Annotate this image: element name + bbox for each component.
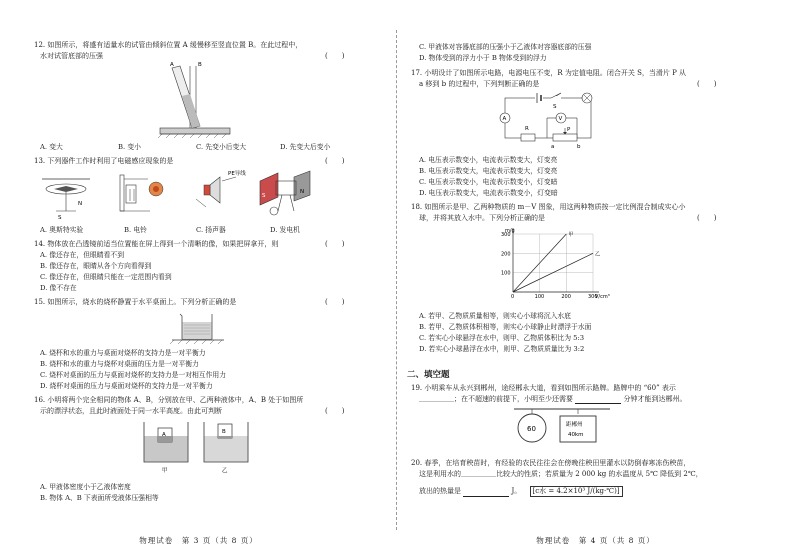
- q13-label-s1: S: [58, 215, 62, 221]
- q20-line1: 20. 春季，在培育秧苗时，有经验的农民往往会在傍晚往秧田里灌水以防倒春寒冻伤秧苗，: [411, 459, 691, 467]
- q18-option-c[interactable]: C. 若实心小球悬浮在水中，则甲、乙物质体积比为 5:3: [419, 334, 585, 342]
- q13-fig-generator: [260, 171, 310, 215]
- q17-option-b[interactable]: B. 电压表示数变大，电流表示数变大，灯变亮: [419, 167, 558, 175]
- q19-line2a: ＿＿＿＿＿；在不超速的前提下，小明至少还需要: [419, 395, 573, 403]
- chart-x-axis-label: V/cm³: [595, 294, 610, 300]
- q15-beaker-figure: [168, 310, 228, 346]
- q14-answer-paren: ( ): [325, 240, 345, 248]
- right-page-footer: 物理试卷 第 4 页（共 8 页）: [536, 535, 655, 545]
- q17-circuit-figure: [497, 90, 607, 152]
- chart-series-label: 甲: [568, 232, 574, 238]
- q15-option-c[interactable]: C. 烧杯对桌面的压力与桌面对烧杯的支持力是一对相互作用力: [40, 371, 226, 379]
- q19-line1: 19. 小明乘车从永兴到郴州，途经郴永大道，看到如图所示路牌。路牌中的 “60” 表示: [411, 384, 676, 392]
- q18-option-d[interactable]: D. 若实心小球悬浮在水中，则甲、乙物质质量比为 3:2: [419, 345, 585, 353]
- q17-line2: a 移到 b 的过程中，下列判断正确的是: [419, 80, 540, 88]
- q16-option-d[interactable]: D. 物体受到的浮力小于 B 物体受到的浮力: [419, 54, 547, 62]
- q13-figures: [38, 167, 338, 223]
- q15-option-d[interactable]: D. 烧杯对桌面的压力与桌面对烧杯的支持力是一对平衡力: [40, 382, 213, 390]
- q13-fig-oersted: [42, 179, 90, 221]
- chart-y-tick-label: 200: [501, 251, 511, 258]
- q13-label-s2: S: [262, 193, 266, 199]
- left-page-footer: 物理试卷 第 3 页（共 8 页）: [139, 535, 258, 545]
- q12-option-d[interactable]: D. 先变大后变小: [280, 143, 331, 151]
- q20-line3: [419, 486, 623, 497]
- q13-stem: 13. 下列器件工作时利用了电磁感应现象的是: [34, 157, 174, 165]
- q17-label-s: S: [553, 104, 557, 110]
- chart-series-label: 乙: [595, 251, 601, 258]
- q15-option-a[interactable]: A. 烧杯和水的重力与桌面对烧杯的支持力是一对平衡力: [40, 349, 206, 357]
- q16-label-jia: 甲: [162, 468, 168, 474]
- q18-line1: 18. 如图所示是甲、乙两种物质的 m－V 图象，用这两种物质按一定比例混合制成实心小: [411, 203, 686, 211]
- q17-option-d[interactable]: D. 电压表示数变大，电流表示数变小，灯变暗: [419, 189, 558, 197]
- q16-option-a[interactable]: A. 甲液体密度小于乙液体密度: [40, 483, 131, 491]
- q13-fig-bell: [120, 175, 163, 211]
- chart-y-axis-label: m/g: [505, 228, 515, 234]
- q17-line1: 17. 小明设计了如图所示电路，电源电压不变，R 为定值电阻。闭合开关 S，当滑片 P 从: [411, 69, 687, 77]
- q18-line2: 球，并将其放入水中。下列分析正确的是: [419, 214, 545, 222]
- q16-label-b: B: [222, 429, 226, 435]
- q17-label-b-end: b: [577, 144, 581, 150]
- chart-y-tick-label: 300: [501, 232, 511, 238]
- q18-mv-chart: [491, 226, 611, 306]
- chart-x-tick-label: 100: [534, 294, 545, 300]
- q13-option-b[interactable]: B. 电铃: [124, 226, 147, 234]
- q19-sign-distance: 40km: [568, 432, 584, 438]
- right-page: [397, 0, 794, 560]
- q20-line2: 这是利用水的＿＿＿＿＿比较大的性质；若质量为 2 000 kg 的水温度从 5℃ 降低到 2℃，: [419, 470, 703, 478]
- q17-answer-paren: ( ): [697, 80, 717, 88]
- q13-answer-paren: ( ): [325, 157, 345, 165]
- chart-grid: [513, 234, 593, 292]
- chart-axes: [513, 228, 599, 292]
- q18-answer-paren: ( ): [697, 214, 717, 222]
- q17-label-voltmeter: V: [558, 116, 563, 122]
- q19-blank-minutes[interactable]: [575, 396, 621, 404]
- q13-label-n2: N: [300, 189, 305, 195]
- q19-line2: [419, 395, 686, 404]
- q14-option-c[interactable]: C. 像还存在，但眼睛只能在一定范围内看到: [40, 273, 172, 281]
- q16-line1: 16. 小明将两个完全相同的物体 A、B，分别放在甲、乙两种液体中，A、B 处于如图所: [34, 396, 304, 404]
- q12-label-b: B: [198, 62, 202, 68]
- q18-option-b[interactable]: B. 若甲、乙物质体积相等，则实心小球静止时漂浮于水面: [419, 323, 592, 331]
- q14-option-b[interactable]: B. 像还存在，眼睛从各个方向看得到: [40, 262, 152, 270]
- q19-speed-limit: 60: [527, 425, 536, 433]
- q19-sign-destination: 距郴州: [566, 422, 583, 428]
- q20-line3b: J。: [511, 487, 522, 495]
- chart-x-tick-label: 0: [511, 294, 515, 300]
- q19-line2b: 分钟才能到达郴州。: [623, 395, 687, 403]
- q17-label-a-end: a: [551, 144, 555, 150]
- q13-option-c[interactable]: C. 扬声器: [196, 226, 226, 234]
- q20-line3a: 放出的热量是: [419, 487, 461, 495]
- q14-line1: 14. 物体放在凸透镜前适当位置能在屏上得到一个清晰的像，如果把屏拿开，则: [34, 240, 279, 248]
- q20-formula: [c水 = 4.2×10³ J/(kg·℃)]: [530, 486, 623, 497]
- q14-option-a[interactable]: A. 像还存在，但眼睛看不到: [40, 251, 124, 259]
- q13-label-n1: N: [78, 201, 83, 207]
- chart-y-tick-label: 100: [501, 270, 511, 277]
- chart-labels: [505, 228, 610, 300]
- q13-fig-speaker: [196, 169, 246, 207]
- q17-label-r: R: [525, 126, 529, 132]
- q18-option-a[interactable]: A. 若甲、乙物质质量相等，则实心小球将沉入水底: [419, 312, 571, 320]
- q14-option-d[interactable]: D. 像不存在: [40, 284, 77, 292]
- q16-option-c[interactable]: C. 甲液体对容器底部的压强小于乙液体对容器底部的压强: [419, 43, 592, 51]
- q19-road-sign: [512, 406, 612, 448]
- q17-label-ammeter: A: [502, 116, 507, 122]
- chart-series: [513, 234, 593, 292]
- q12-option-a[interactable]: A. 变大: [40, 143, 63, 151]
- q16-answer-paren: ( ): [325, 407, 345, 415]
- chart-x-tick-label: 300: [588, 294, 598, 300]
- q12-answer-paren: ( ): [325, 52, 345, 60]
- q16-line2: 示的漂浮状态，且此时液面处于同一水平高度。由此可判断: [40, 407, 222, 415]
- q17-label-p: P: [567, 127, 571, 133]
- q16-option-b[interactable]: B. 物体 A、B 下表面所受液体压强相等: [40, 494, 159, 502]
- q20-blank-heat[interactable]: [463, 489, 509, 497]
- q12-tube-figure: [150, 62, 240, 142]
- q16-containers-figure: [138, 418, 258, 476]
- q13-option-a[interactable]: A. 奥斯特实验: [40, 226, 84, 234]
- q12-line1: 12. 如图所示，将盛有适量水的试管由倾斜位置 A 缓慢移至竖直位置 B。在此过程中，: [34, 41, 303, 49]
- chart-x-tick-label: 200: [561, 294, 571, 300]
- q17-option-a[interactable]: A. 电压表示数变小，电流表示数变大，灯变亮: [419, 156, 558, 164]
- q12-option-b[interactable]: B. 变小: [118, 143, 141, 151]
- q15-option-b[interactable]: B. 烧杯和水的重力与烧杯对桌面的压力是一对平衡力: [40, 360, 199, 368]
- q16-label-a: A: [162, 432, 166, 438]
- q13-label-pe: PE导线: [228, 171, 246, 177]
- q17-option-c[interactable]: C. 电压表示数变小，电流表示数变小，灯变暗: [419, 178, 558, 186]
- q12-line2: 水对试管底部的压强: [40, 52, 103, 60]
- q16-label-yi: 乙: [222, 468, 228, 474]
- q15-answer-paren: ( ): [325, 298, 345, 306]
- section-fill-in-title: 二、填空题: [407, 370, 450, 380]
- q12-option-c[interactable]: C. 先变小后变大: [196, 143, 247, 151]
- q15-stem: 15. 如图所示，烧水的烧杯静置于水平桌面上。下列分析正确的是: [34, 298, 237, 306]
- q13-option-d[interactable]: D. 发电机: [270, 226, 300, 234]
- q12-label-a: A: [170, 62, 174, 68]
